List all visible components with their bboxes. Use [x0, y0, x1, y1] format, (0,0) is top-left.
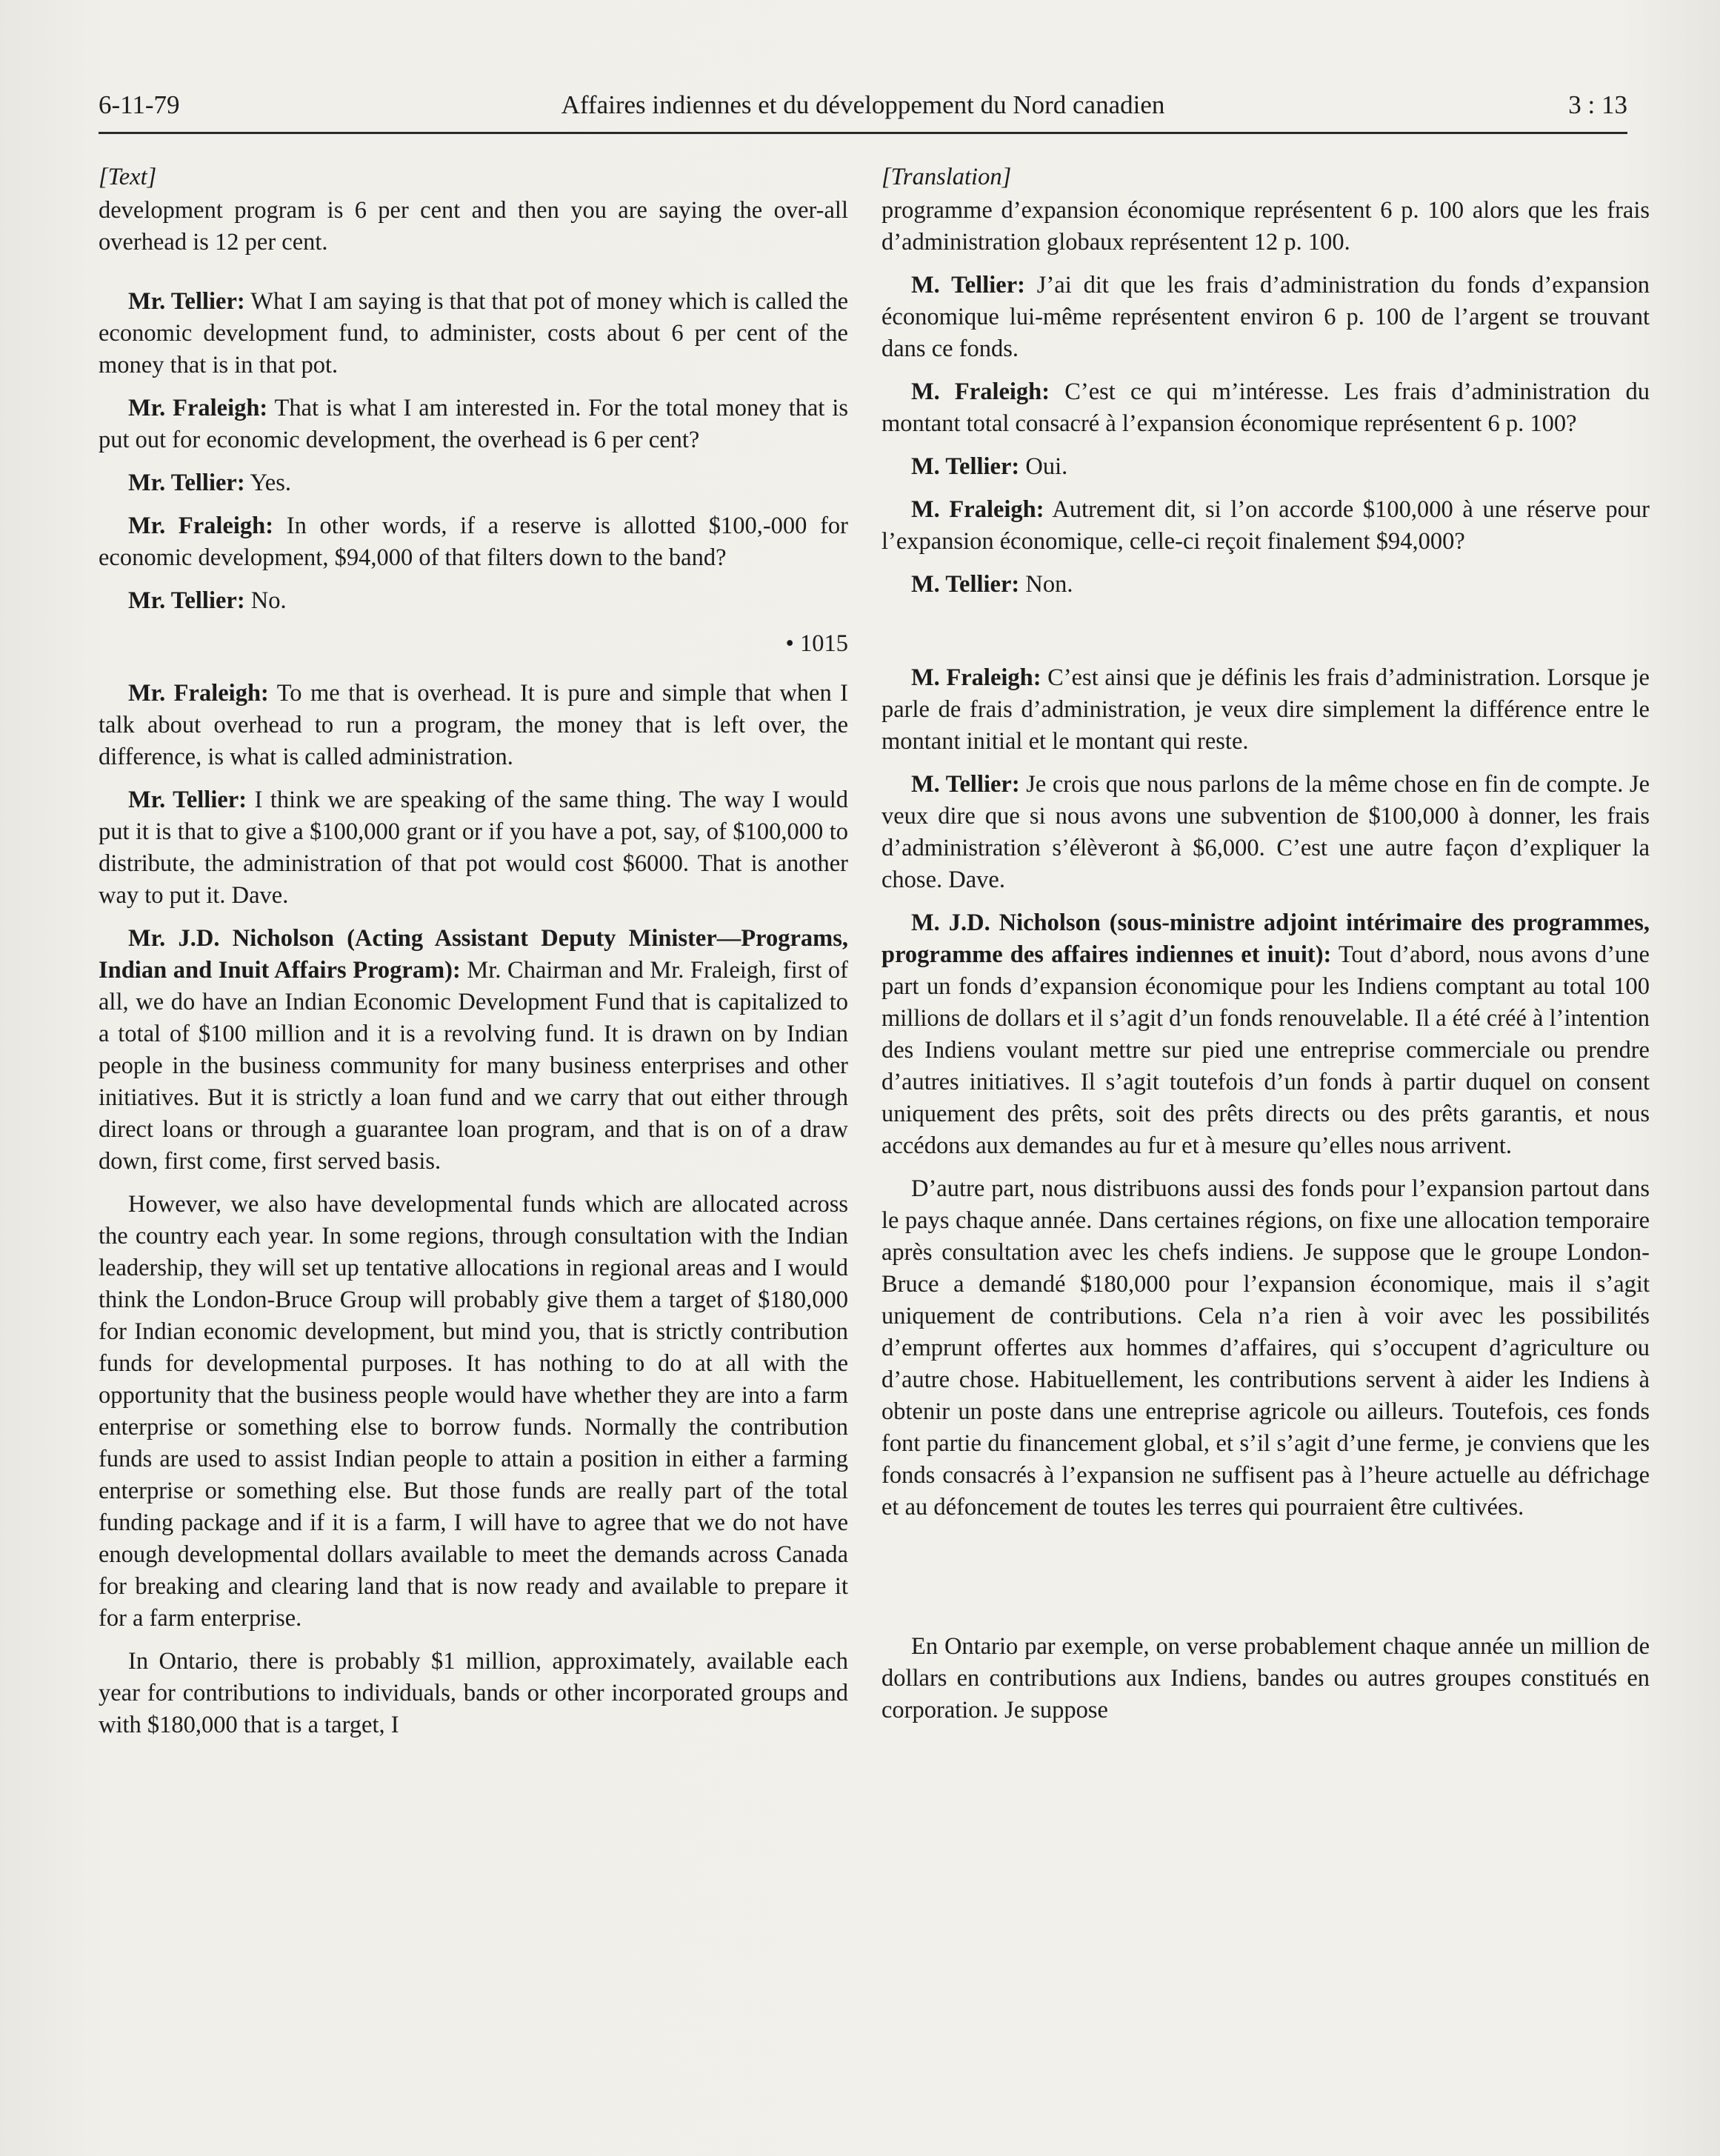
speaker-name: M. Fraleigh:: [911, 664, 1041, 691]
speech-text: To me that is overhead. It is pure and simple that when I talk about overhead to run a program, the money that is left over, the difference, is what is called administration.: [99, 680, 848, 770]
translation-tag: [Translation]: [881, 164, 1012, 190]
paragraph: [99, 510, 848, 574]
paragraph: [99, 286, 848, 381]
speech-text: Je crois que nous parlons de la même chose en fin de compte. Je veux dire que si nous avons une subvention de $100,000 à donner, les frais d’administration s’élèveront à $6,000. C’est une autre façon d’expliquer la chose. Dave.: [881, 771, 1650, 893]
text-tag: [Text]: [99, 164, 157, 190]
paragraph: [881, 569, 1650, 601]
speaker-name: Mr. Tellier:: [128, 288, 245, 315]
speaker-name: M. Tellier:: [911, 771, 1020, 798]
speech-text: C’est ce qui m’intéresse. Les frais d’administration du montant total consacré à l’expansion économique représentent 6 p. 100?: [881, 378, 1650, 437]
paragraph: [99, 784, 848, 912]
time-marker: • 1015: [785, 630, 848, 657]
speaker-name: Mr. Fraleigh:: [128, 680, 269, 707]
speaker-name: Mr. Fraleigh:: [128, 513, 274, 539]
speech-text: What I am saying is that that pot of money which is called the economic development fund, to administer, costs about 6 per cent of the money that is in that pot.: [99, 288, 848, 378]
speaker-name: M. Tellier:: [911, 272, 1025, 298]
speech-text: C’est ainsi que je définis les frais d’administration. Lorsque je parle de frais d’administration, je veux dire simplement la différence entre le montant initial et le montant qui reste.: [881, 664, 1650, 755]
speaker-name: Mr. Tellier:: [128, 587, 245, 614]
english-column: [99, 161, 848, 1752]
speech-text: Autrement dit, si l’on accorde $100,000 à une réserve pour l’expansion économique, celle-ci reçoit finalement $94,000?: [881, 496, 1650, 555]
paragraph: [99, 195, 848, 258]
paragraph: [99, 1646, 848, 1741]
speech-text: Non.: [1019, 571, 1073, 598]
speaker-name: M. Tellier:: [911, 571, 1020, 598]
paragraph: [99, 467, 848, 499]
speech-text: However, we also have developmental funds which are allocated across the country each year. In some regions, through consultation with the Indian leadership, they will set up tentative allocations in regional areas and I would think the London-Bruce Group will probably give them a target of $180,000 for Indian economic development, but mind you, that is strictly contribution funds for developmental purposes. It has nothing to do at all with the opportunity that the business people would have whether they are into a farm enterprise or something else to borrow funds. Normally the contribution funds are used to assist Indian people to attain a position in either a farming enterprise or something else. But those funds are really part of the total funding package and if it is a farm, I will have to agree that we do not have enough developmental dollars available to meet the demands across Canada for breaking and clearing land that is now ready and available to prepare it for a farm enterprise.: [99, 1191, 848, 1632]
header-date: 6-11-79: [99, 90, 180, 119]
speech-text: Mr. Chairman and Mr. Fraleigh, first of all, we do have an Indian Economic Development Fund that is capitalized to a total of $100 million and it is a revolving fund. It is drawn on by Indian people in the business community for many business enterprises and other initiatives. But it is strictly a loan fund and we carry that out either through direct loans or through a guarantee loan program, and that is on of a draw down, first come, first served basis.: [99, 957, 849, 1175]
paragraph: [881, 769, 1650, 896]
speech-text: Tout d’abord, nous avons d’une part un fonds d’expansion économique pour les Indiens comptant au total 100 millions de dollars et il s’agit d’un fonds renouvelable. Il a été créé à l’intention des Indiens voulant mettre sur pied une entreprise commerciale ou prendre d’autres initiatives. Il s’agit toutefois d’un fonds à partir duquel on consent uniquement des prêts, soit des prêts directs ou des prêts garantis, et nous accédons aux demandes au fur et à mesure qu’elles nous arrivent.: [881, 941, 1650, 1159]
speaker-name: Mr. Tellier:: [128, 787, 247, 813]
paragraph: [881, 270, 1650, 365]
speech-text: Yes.: [244, 470, 292, 496]
speaker-name: Mr. J.D. Nicholson (Acting Assistant Deputy Minister—Programs, Indian and Inuit Affairs Program):: [99, 925, 848, 984]
speech-text: En Ontario par exemple, on verse probablement chaque année un million de dollars en contributions aux Indiens, bandes ou autres groupes constitués en corporation. Je suppose: [881, 1633, 1650, 1723]
header-title: Affaires indiennes et du développement du Nord canadien: [561, 90, 1165, 119]
paragraph: [99, 1189, 848, 1635]
speaker-name: Mr. Tellier:: [128, 470, 245, 496]
header-page-number: 3 : 13: [1568, 90, 1627, 119]
paragraph: [881, 376, 1650, 440]
french-column: [881, 161, 1650, 1738]
speech-text: Oui.: [1019, 453, 1068, 480]
speaker-name: M. Fraleigh:: [911, 378, 1050, 405]
speech-text: J’ai dit que les frais d’administration du fonds d’expansion économique lui-même représentent environ 6 p. 100 de l’argent se trouvant dans ce fonds.: [881, 272, 1650, 362]
paragraph: [881, 662, 1650, 758]
paragraph: [881, 1173, 1650, 1523]
speech-text: In Ontario, there is probably $1 million, approximately, available each year for contributions to individuals, bands or other incorporated groups and with $180,000 that is a target, I: [99, 1648, 848, 1738]
speech-text: D’autre part, nous distribuons aussi des fonds pour l’expansion partout dans le pays chaque année. Dans certaines régions, on fixe une allocation temporaire après consultation avec les chefs indiens. Je suppose que le groupe London-Bruce a demandé $180,000 pour l’expansion économique, mais il s’agit uniquement de contributions. Cela n’a rien à voir avec les possibilités d’emprunt offertes aux hommes d’affaires, qui s’occupent d’agriculture ou d’autre chose. Habituellement, les contributions servent à aider les Indiens à obtenir un poste dans une entreprise agricole ou ailleurs. Toutefois, ces fonds font partie du financement global, et s’il s’agit d’une ferme, je conviens que les fonds consacrés à l’expansion ne suffisent pas à l’heure actuelle au défrichage et au défoncement de toutes les terres qui pourraient être cultivées.: [881, 1175, 1650, 1521]
paragraph: [881, 1631, 1650, 1726]
speech-text: That is what I am interested in. For the total money that is put out for economic development, the overhead is 6 per cent?: [99, 395, 848, 453]
paragraph: [99, 393, 848, 456]
speech-text: programme d’expansion économique représentent 6 p. 100 alors que les frais d’administration globaux représentent 12 p. 100.: [881, 197, 1650, 256]
paragraph: [881, 451, 1650, 483]
speaker-name: M. Tellier:: [911, 453, 1020, 480]
speech-text: development program is 6 per cent and then you are saying the over-all overhead is 12 per cent.: [99, 197, 848, 256]
speaker-name: M. J.D. Nicholson (sous-ministre adjoint intérimaire des programmes, programme des affaires indiennes et inuit):: [881, 910, 1650, 968]
page-header: [99, 87, 1627, 134]
paragraph: [881, 494, 1650, 558]
paragraph: [881, 907, 1650, 1162]
speech-text: In other words, if a reserve is allotted $100,-000 for economic development, $94,000 of that filters down to the band?: [99, 513, 848, 571]
paragraph: [881, 195, 1650, 258]
paragraph: [99, 923, 848, 1178]
speech-text: No.: [244, 587, 287, 614]
speaker-name: Mr. Fraleigh:: [128, 395, 268, 421]
speech-text: I think we are speaking of the same thing. The way I would put it is that to give a $100,000 grant or if you have a pot, say, of $100,000 to distribute, the administration of that pot would cost $6000. That is another way to put it. Dave.: [99, 787, 848, 909]
paragraph: [99, 585, 848, 617]
speaker-name: M. Fraleigh:: [911, 496, 1044, 523]
paragraph: [99, 678, 848, 773]
